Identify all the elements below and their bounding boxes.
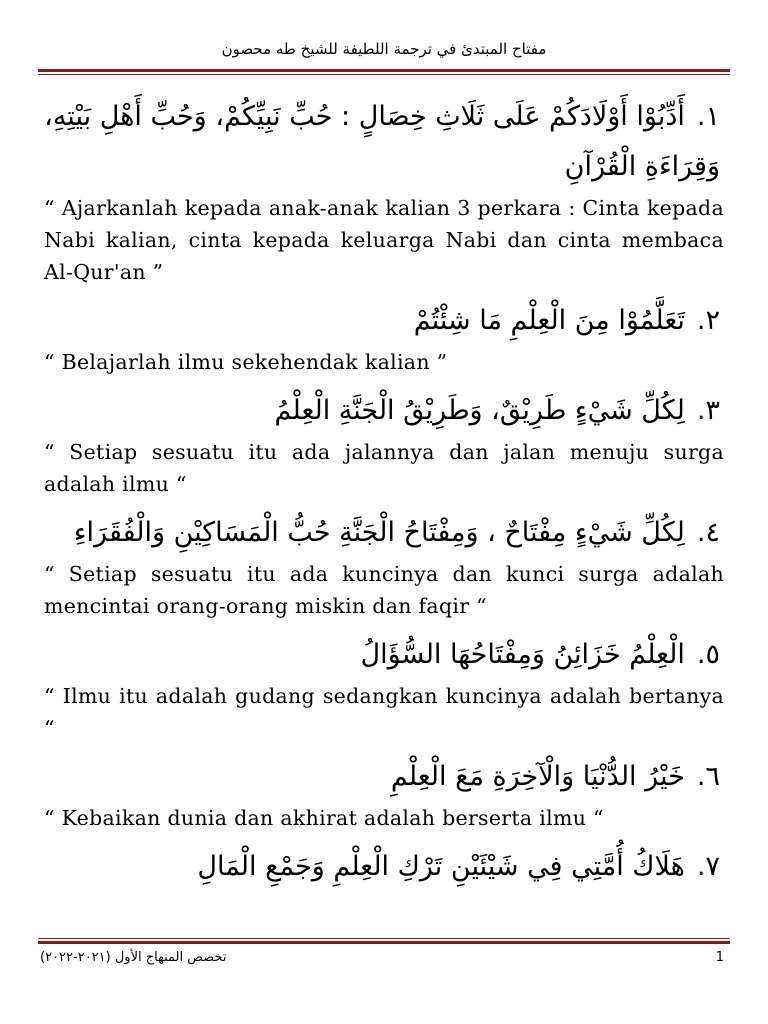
arabic-line-5: ٥.الْعِلْمُ خَزَائِنُ وَمِفْتَاحُهَا السُّؤَالُ — [360, 639, 720, 670]
header-rule-thin — [38, 74, 730, 75]
translation-4: “ Setiap sesuatu itu ada kuncinya dan kunci surga adalah mencintai orang-orang miskin dan faqir “ — [44, 562, 724, 618]
footer-rule-thin — [38, 938, 730, 939]
arabic-line-3: ٣.لِكُلِّ شَيْءٍ طَرِيْقٌ، وَطَرِيْقُ الْجَنَّةِ الْعِلْمُ — [274, 395, 720, 426]
translation-1: “ Ajarkanlah kepada anak-anak kalian 3 perkara : Cinta kepada Nabi kalian, cinta kepada keluarga Nabi dan cinta membaca Al-Qur'an ” — [44, 196, 724, 284]
arabic-line-4: ٤.لِكُلِّ شَيْءٍ مِفْتَاحٌ ، وَمِفْتَاحُ الْجَنَّةِ حُبُّ الْمَسَاكِيْنِ وَالْفُقَرَاءِ — [73, 517, 720, 548]
arabic-line-1: ١.أَدِّبُوْا أَوْلَادَكُمْ عَلَى ثَلَاثِ خِصَالٍ : حُبِّ نَبِيِّكُمْ، وَحُبِّ أَهْلِ بَيْتِهِ، وَقِرَاءَةِ الْقُرْآنِ — [44, 101, 720, 182]
arabic-line-6: ٦.خَيْرُ الدُّنْيَا وَالْآخِرَةِ مَعَ الْعِلْمِ — [390, 761, 720, 792]
translation-3: “ Setiap sesuatu itu ada jalannya dan jalan menuju surga adalah ilmu “ — [44, 440, 724, 496]
translation-2: “ Belajarlah ilmu sekehendak kalian ” — [44, 350, 448, 374]
header-rule-thick — [38, 69, 730, 72]
document-body — [44, 92, 724, 892]
translation-6: “ Kebaikan dunia dan akhirat adalah berserta ilmu “ — [44, 806, 604, 830]
arabic-line-2: ٢.تَعَلَّمُوْا مِنَ الْعِلْمِ مَا شِئْتُمْ — [413, 305, 720, 336]
arabic-line-7: ٧.هَلَاكُ أُمَّتِي فِي شَيْئَيْنِ تَرْكِ الْعِلْمِ وَجَمْعِ الْمَالِ — [197, 851, 720, 882]
footer-rule-thick — [38, 941, 730, 944]
translation-5: “ Ilmu itu adalah gudang sedangkan kuncinya adalah bertanya “ — [44, 684, 724, 740]
page-header: مفتاح المبتدئ في ترجمة اللطيفة للشيخ طه محصون — [221, 40, 547, 58]
footer-program-label: تخصص المنهاج الأول (٢٠٢١-٢٠٢٢) — [40, 950, 227, 965]
page-number: 1 — [715, 950, 724, 965]
